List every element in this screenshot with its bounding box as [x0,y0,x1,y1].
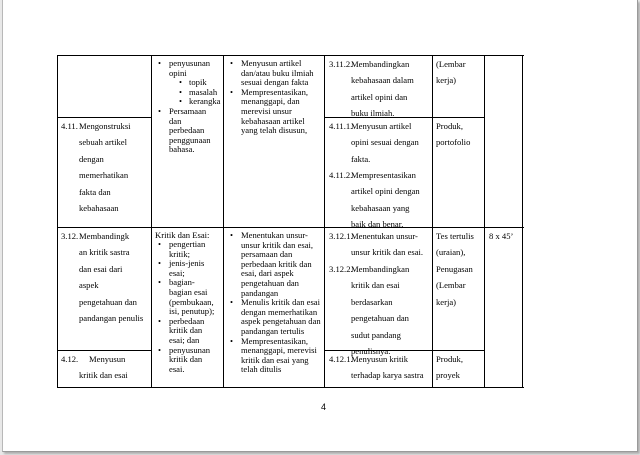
document-page [2,0,638,452]
penilaian-text: Produk, portofolio [436,121,471,148]
col-border-5 [484,55,485,387]
list-item: • Menulis kritik dan esai dengan memerhatikan aspek pengetahuan dan pandangan tertulis [225,298,321,336]
pembelajaran-list [225,59,314,136]
kd-number: 4.12. [61,354,79,364]
list-item: • jenis-jenis esai; [153,259,214,278]
table-bottom-border [57,387,524,388]
list-item: • pengertian kritik; [153,240,214,259]
indicator-number: 4.11.2. [329,170,353,180]
col-border-0 [57,55,58,387]
indicator-text: Menyusun artikel opini sesuai dengan fakta. [351,121,419,164]
list-item: • topik [169,78,221,88]
list-item: • Mempresentasikan, menanggapi, merevisi kritik dan esai yang telah ditulis [225,337,321,375]
list-item: • Menentukan unsur- unsur kritik dan esai, persamaan dan perbedaan kritik dan esai, dari aspek pengetahuan dan pandangan [225,231,321,298]
indicator-number: 3.12.2. [329,264,353,274]
list-item: • penyusunan opini • topik • masalah • kerangka [153,59,221,107]
materi-list [153,240,214,374]
list-item: • masalah [169,88,221,98]
list-item: • Persamaan dan perbedaan penggunaan bahasa. [153,107,221,155]
kd-number: 3.12. [61,231,79,241]
materi-list [153,59,221,155]
penilaian-text: Produk, proyek [436,354,463,381]
kd-number: 4.11. [61,121,78,131]
col-border-3 [324,55,325,387]
indicator-text: Menyusun kritik terhadap karya sastra [351,354,424,381]
indicator-number: 4.12.1. [329,354,353,364]
indicator-text: Mempresentasikan artikel opini dengan kebahasaan yang baik dan benar, [351,170,420,230]
kd-text: Mengonstruksi sebuah artikel dengan memerhatikan fakta dan kebahasaan [79,121,131,214]
indicator-number: 3.11.2. [329,59,353,69]
list-item: • Menyusun artikel dan/atau buku ilmiah sesuai dengan fakta [225,59,314,88]
list-item: • kerangka [169,97,221,107]
page-number: 4 [321,402,327,412]
list-item: • perbedaan kritik dan esai; dan [153,317,214,346]
materi-title: Kritik dan Esai: [155,230,210,240]
indicator-text: Membandingkan kebahasaan dalam artikel opini dan buku ilmiah. [351,59,414,119]
col-border-2 [223,55,224,387]
col-border-6 [522,55,523,387]
indicator-text: Menentukan unsur- unsur kritik dan esai. [351,231,424,258]
col-border-4 [432,55,433,387]
indicator-number: 4.11.1. [329,121,353,131]
kd-text: Menyusun kritik dan esai [79,354,128,381]
pembelajaran-list [225,231,321,375]
list-item: • bagian- bagian esai (pembukaan, isi, penutup); [153,278,214,316]
penilaian-text: Tes tertulis (uraian), Penugasan (Lembar kerja) [436,231,474,307]
list-item: • penyusunan kritik dan esai. [153,346,214,375]
list-item: • Mempresentasikan, menanggapi, dan merevisi unsur kebahasaan artikel yang telah disusun, [225,88,314,136]
col-border-1 [151,55,152,387]
penilaian-text: (Lembar kerja) [436,59,466,86]
kd-text: Membandingk an kritik sastra dan esai dari aspek pengetahuan dan pandangan penulis [79,231,144,324]
sub-list [169,78,221,107]
alokasi-waktu: 8 x 45’ [489,231,514,241]
indicator-text: Membandingkan kritik dan esai berdasarkan pengetahuan dan sudut pandang penulisnya. [351,264,410,357]
indicator-number: 3.12.1. [329,231,353,241]
